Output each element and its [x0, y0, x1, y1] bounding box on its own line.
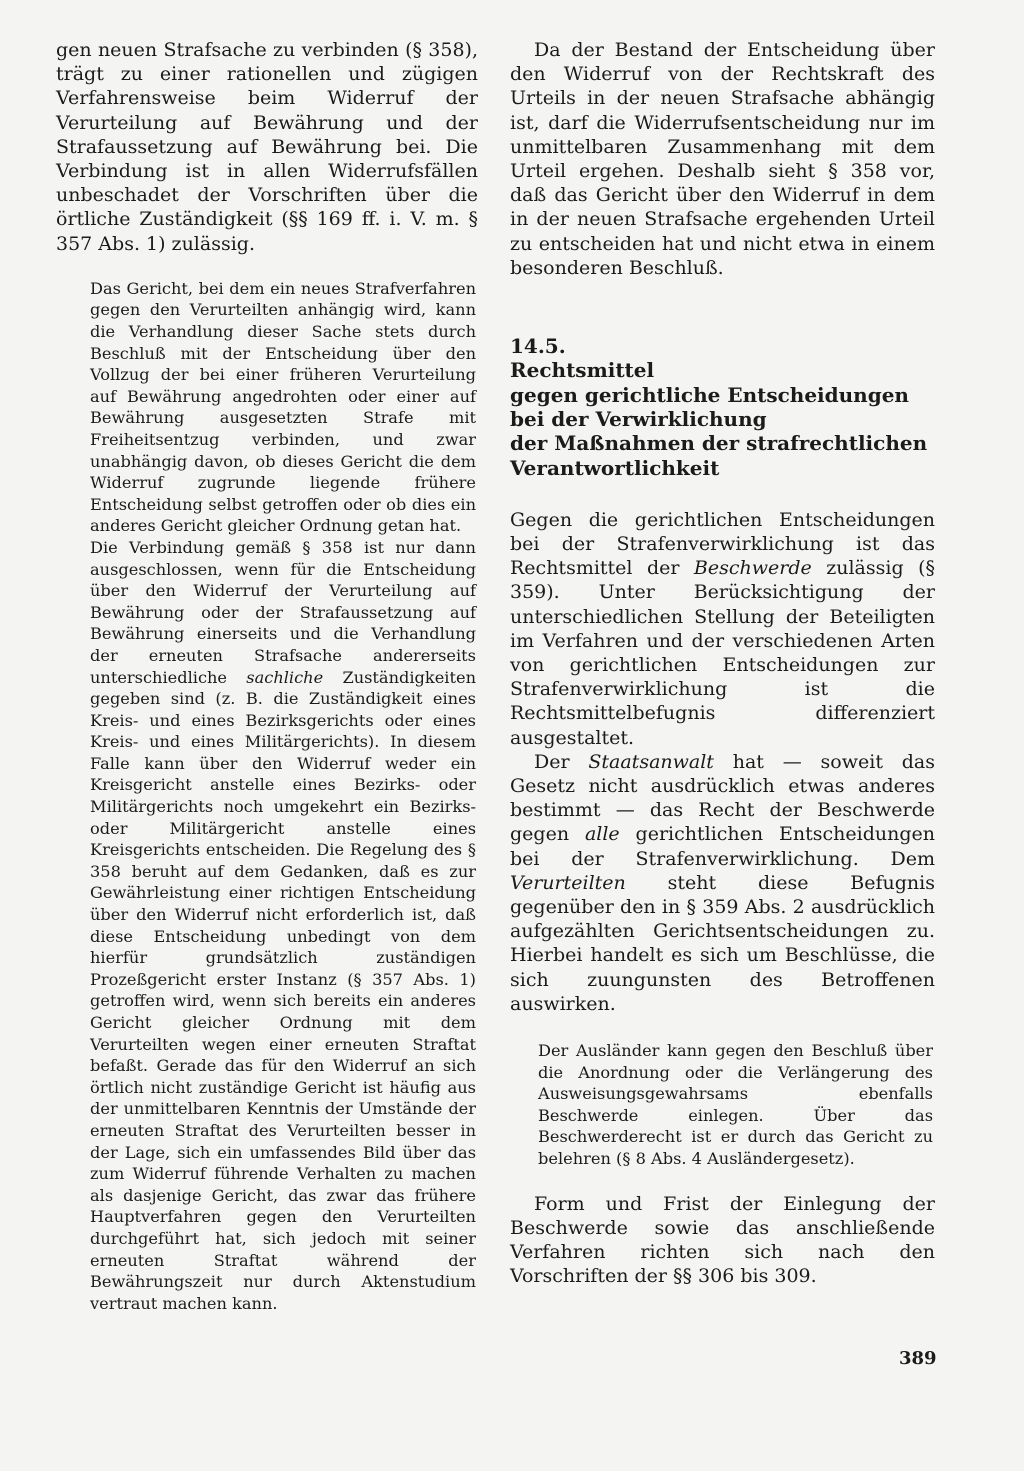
section-title-line-4: der Maßnahmen der strafrechtlichen [510, 431, 928, 456]
emphasis-staatsanwalt: Staatsanwalt [588, 750, 714, 773]
right-paragraph-1: Da der Bestand der Entscheidung über den Widerruf von der Rechtskraft des Urteils in der neuen Strafsache abhängig ist, darf die Widerrufsentscheidung nur im unmittelbaren Zusammenhang mit dem Urteil ergehen. Deshalb sieht § 358 vor, daß das Gericht über den Widerruf in dem in der neuen Strafsache ergehenden Urteil zu entscheiden hat und nicht etwa in einem besonderen Beschluß. [510, 39, 935, 279]
left-small-paragraph-2: Die Verbindung gemäß § 358 ist nur dann ausgeschlossen, wenn für die Entscheidung über den Widerruf der Verurteilung auf Bewährung oder der Strafaussetzung auf Bewährung einerseits und die Verhandlung der erneuten Strafsache andererseits unterschiedliche sachliche Zuständigkeiten gegeben sind (z. B. die Zuständigkeit eines Kreis- und eines Bezirksgerichts oder eines Kreis- und eines Militärgerichts). In diesem Falle kann über den Widerruf weder ein Kreisgericht anstelle eines Bezirks- oder Militärgerichts noch umgekehrt ein Bezirks- oder Militärgericht anstelle eines Kreisgerichts entscheiden. Die Regelung des § 358 beruht auf dem Gedanken, daß es zur Gewährleistung einer richtigen Entscheidung über den Widerruf nicht erforderlich ist, daß diese Entscheidung unbedingt von dem hierfür grundsätzlich zuständigen Prozeßgericht erster Instanz (§ 357 Abs. 1) getroffen wird, wenn sich bereits ein anderes Gericht gleicher Ordnung mit dem Verurteilten wegen einer erneuten Straftat befaßt. Gerade das für den Widerruf an sich örtlich nicht zuständige Gericht ist häufig aus der unmittelbaren Kenntnis der Umstände der erneuten Straftat des Verurteilten besser in der Lage, sich ein umfassendes Bild über das zum Widerruf führende Verhalten zu machen als dasjenige Gericht, das zwar das frühere Hauptverfahren gegen den Verurteilten durchgeführt hat, sich jedoch mit seiner erneuten Straftat während der Bewährungszeit nur durch Aktenstudium vertraut machen kann. [90, 537, 476, 1313]
page-number: 389 [899, 1348, 937, 1369]
left-small-paragraph-1: Das Gericht, bei dem ein neues Strafverfahren gegen den Verurteilten anhängig wird, kann die Verhandlung dieser Sache stets durch Beschluß mit der Entscheidung über den Vollzug der bei einer früheren Verurteilung auf Bewährung angedrohten oder einer auf Bewährung ausgesetzten Strafe mit Freiheitsentzug verbinden, und zwar unabhängig davon, ob dieses Gericht die dem Widerruf zugrunde liegende frühere Entscheidung selbst getroffen oder ob dies ein anderes Gericht gleicher Ordnung getan hat. [90, 278, 476, 536]
right-paragraph-4: Form und Frist der Einlegung der Beschwerde sowie das anschließende Verfahren richten sich nach den Vorschriften der §§ 306 bis 309. [510, 1192, 935, 1288]
section-title-line-3: bei der Verwirklichung [510, 406, 767, 431]
right-column [510, 38, 935, 1288]
right-small-print-block [510, 1040, 935, 1170]
emphasis-beschwerde: Beschwerde [693, 557, 812, 580]
emphasis-sachliche: sachliche [246, 667, 324, 687]
section-title-line-1: Rechtsmittel [510, 358, 655, 383]
left-paragraph-1: gen neuen Strafsache zu verbinden (§ 358), trägt zu einer rationellen und zügigen Verfahrensweise beim Widerruf der Verurteilung auf Bewährung und der Strafaussetzung auf Bewährung bei. Die Verbindung ist in allen Widerrufsfällen unbeschadet der Vorschriften über die örtliche Zuständigkeit (§§ 169 ff. i. V. m. § 357 Abs. 1) zulässig. [56, 39, 478, 255]
left-column [56, 38, 478, 1314]
emphasis-alle: alle [584, 823, 620, 846]
left-small-print-block [56, 278, 478, 1315]
right-small-paragraph-1: Der Ausländer kann gegen den Beschluß über die Anordnung oder die Verlängerung des Ausweisungsgewahrsams ebenfalls Beschwerde einlegen. Über das Beschwerderecht ist er durch das Gericht zu belehren (§ 8 Abs. 4 Ausländergesetz). [538, 1041, 933, 1169]
section-number: 14.5. [510, 334, 566, 359]
section-title-line-2: gegen gerichtliche Entscheidungen [510, 382, 909, 407]
emphasis-verurteilten: Verurteilten [510, 871, 626, 894]
section-heading [510, 334, 935, 480]
right-paragraph-2: Gegen die gerichtlichen Entscheidungen bei der Strafenverwirklichung ist das Rechtsmittel der Beschwerde zulässig (§ 359). Unter Berücksichtigung der unterschiedlichen Stellung der Beteiligten im Verfahren und der verschiedenen Arten von gerichtlichen Entscheidungen zur Strafenverwirklichung ist die Rechtsmittelbefugnis differenziert ausgestaltet. [510, 508, 935, 749]
right-paragraph-3: Der Staatsanwalt hat — soweit das Gesetz nicht ausdrücklich etwas anderes bestimmt — das Recht der Beschwerde gegen alle gerichtlichen Entscheidungen bei der Strafenverwirklichung. Dem Verurteilten steht diese Befugnis gegenüber den in § 359 Abs. 2 ausdrücklich aufgezählten Gerichtsentscheidungen zu. Hierbei handelt es sich um Beschlüsse, die sich zuungunsten des Betroffenen auswirken. [510, 750, 935, 1015]
section-title-line-5: Verantwortlichkeit [510, 455, 720, 480]
